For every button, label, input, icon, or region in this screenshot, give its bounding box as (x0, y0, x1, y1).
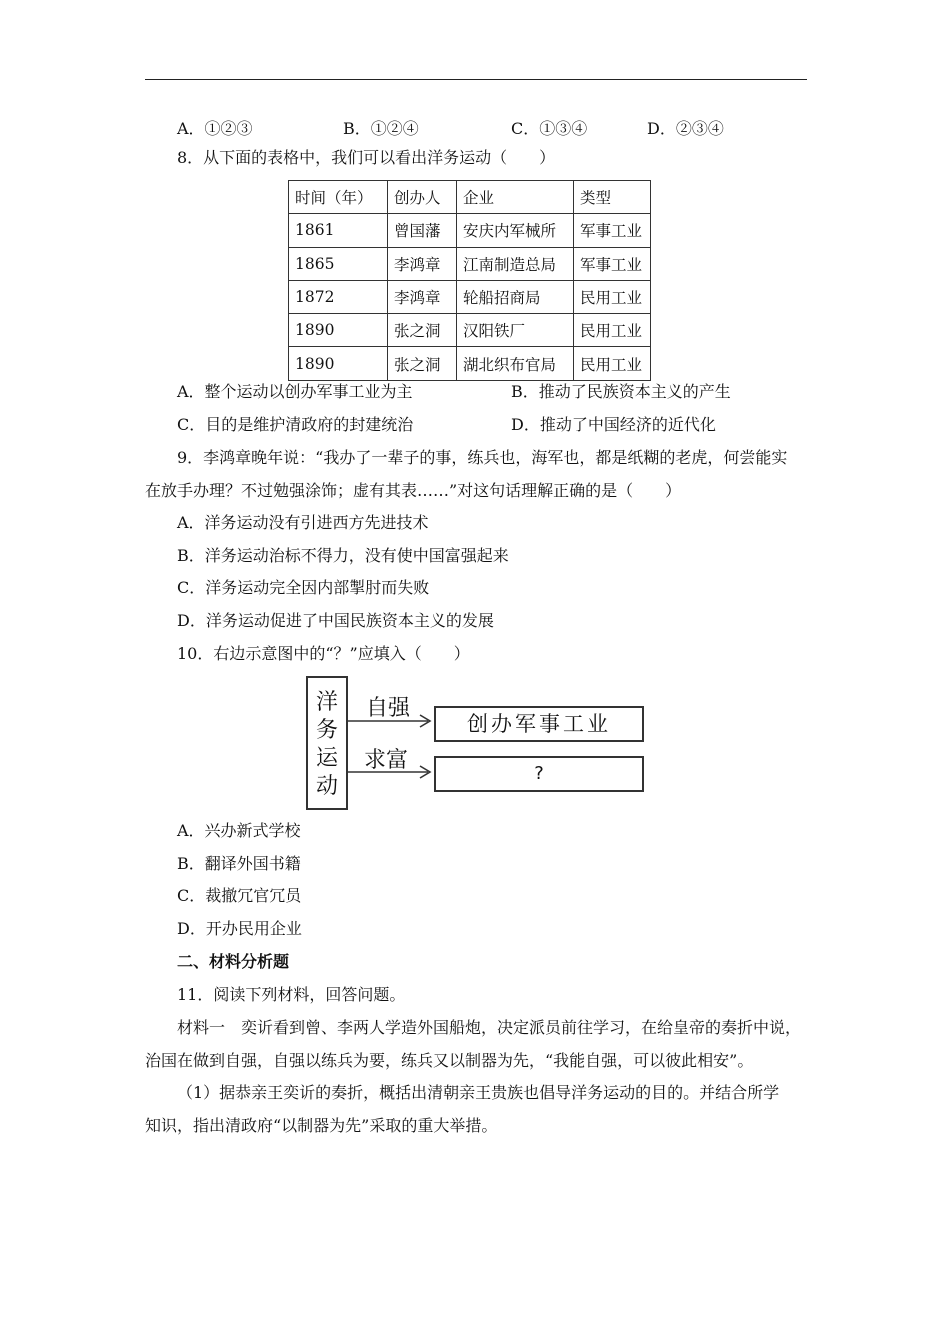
q8-option-b: B．推动了民族资本主义的产生 (511, 382, 731, 401)
q11-sub1-line1: （1）据恭亲王奕䜣的奏折，概括出清朝亲王贵族也倡导洋务运动的目的。并结合所学 (177, 1083, 780, 1102)
q9-stem-line1: 9．李鸿章晚年说：“我办了一辈子的事，练兵也，海军也，都是纸糊的老虎，何尝能实 (177, 448, 788, 467)
table-cell: 民用工业 (574, 347, 651, 380)
section2-title: 二、材料分析题 (177, 952, 290, 971)
table-cell: 安庆内军械所 (457, 214, 574, 247)
q7-option-d: D．②③④ (647, 119, 724, 138)
table-cell: 1872 (289, 280, 388, 313)
q9-option-d: D．洋务运动促进了中国民族资本主义的发展 (177, 611, 494, 630)
q8-option-c: C．目的是维护清政府的封建统治 (177, 415, 414, 434)
q11-material1-line1: 材料一 奕䜣看到曾、李两人学造外国船炮，决定派员前往学习，在给皇帝的奏折中说， (177, 1018, 802, 1037)
q10-option-c: C．裁撤冗官冗员 (177, 886, 302, 905)
arrow2-icon (348, 765, 438, 779)
q9-stem-line2: 在放手办理？不过勉强涂饰；虚有其表……”对这句话理解正确的是（ ） (145, 481, 682, 500)
table-header-cell: 企业 (457, 181, 574, 214)
q7-options (0, 116, 950, 138)
diagram-char: 运 (315, 746, 338, 771)
diagram-vertical-box (306, 676, 348, 810)
table-cell: 1861 (289, 214, 388, 247)
q11-stem: 11．阅读下列材料，回答问题。 (177, 985, 406, 1004)
diagram-box1 (434, 706, 644, 742)
q8-option-d: D．推动了中国经济的近代化 (511, 415, 716, 434)
table-row (289, 280, 651, 313)
diagram-char: 务 (315, 718, 338, 743)
q9-option-a: A．洋务运动没有引进西方先进技术 (177, 513, 429, 532)
arrow1-label: 自强 (366, 696, 411, 721)
table-cell: 张之洞 (388, 314, 457, 347)
table-cell: 1890 (289, 347, 388, 380)
q8-option-a: A．整个运动以创办军事工业为主 (177, 382, 413, 401)
table-header-row (289, 181, 651, 214)
arrow2-label: 求富 (364, 748, 409, 773)
q10-option-a: A．兴办新式学校 (177, 821, 301, 840)
table-cell: 李鸿章 (388, 247, 457, 280)
table-header-cell: 类型 (574, 181, 651, 214)
table-cell: 曾国藩 (388, 214, 457, 247)
q8-stem: 8．从下面的表格中，我们可以看出洋务运动（ ） (177, 148, 556, 167)
table-cell: 民用工业 (574, 314, 651, 347)
table-cell: 军事工业 (574, 214, 651, 247)
table-cell: 江南制造总局 (457, 247, 574, 280)
q10-stem: 10．右边示意图中的“？”应填入（ ） (177, 644, 470, 663)
box2-text: ? (534, 763, 544, 784)
table-cell: 1890 (289, 314, 388, 347)
table-cell: 汉阳铁厂 (457, 314, 574, 347)
diagram-char: 动 (315, 774, 338, 799)
table-cell: 1865 (289, 247, 388, 280)
q10-option-b: B．翻译外国书籍 (177, 854, 301, 873)
q11-sub1-line2: 知识，指出清政府“以制器为先”采取的重大举措。 (145, 1116, 498, 1135)
table-cell: 湖北织布官局 (457, 347, 574, 380)
table-cell: 民用工业 (574, 280, 651, 313)
q7-option-b: B．①②④ (343, 119, 419, 138)
q10-diagram (300, 676, 645, 811)
table-header-cell: 创办人 (388, 181, 457, 214)
header-rule (145, 79, 807, 80)
q11-material1-line2: 治国在做到自强，自强以练兵为要，练兵又以制器为先，“我能自强，可以彼此相安”。 (145, 1051, 754, 1070)
diagram-char: 洋 (315, 690, 338, 715)
table-header-cell: 时间（年） (289, 181, 388, 214)
table-row (289, 247, 651, 280)
diagram-box2 (434, 756, 644, 792)
table-row (289, 347, 651, 380)
q9-option-b: B．洋务运动治标不得力，没有使中国富强起来 (177, 546, 509, 565)
enterprise-table (288, 180, 651, 381)
table-cell: 军事工业 (574, 247, 651, 280)
q9-option-c: C．洋务运动完全因内部掣肘而失败 (177, 578, 430, 597)
table-cell: 轮船招商局 (457, 280, 574, 313)
table-row (289, 314, 651, 347)
table-cell: 张之洞 (388, 347, 457, 380)
table-row (289, 214, 651, 247)
q7-option-c: C．①③④ (511, 119, 588, 138)
arrow1-icon (348, 714, 438, 728)
q10-option-d: D．开办民用企业 (177, 919, 302, 938)
table-cell: 李鸿章 (388, 280, 457, 313)
box1-text: 创办军事工业 (467, 712, 611, 736)
q7-option-a: A．①②③ (177, 119, 253, 138)
